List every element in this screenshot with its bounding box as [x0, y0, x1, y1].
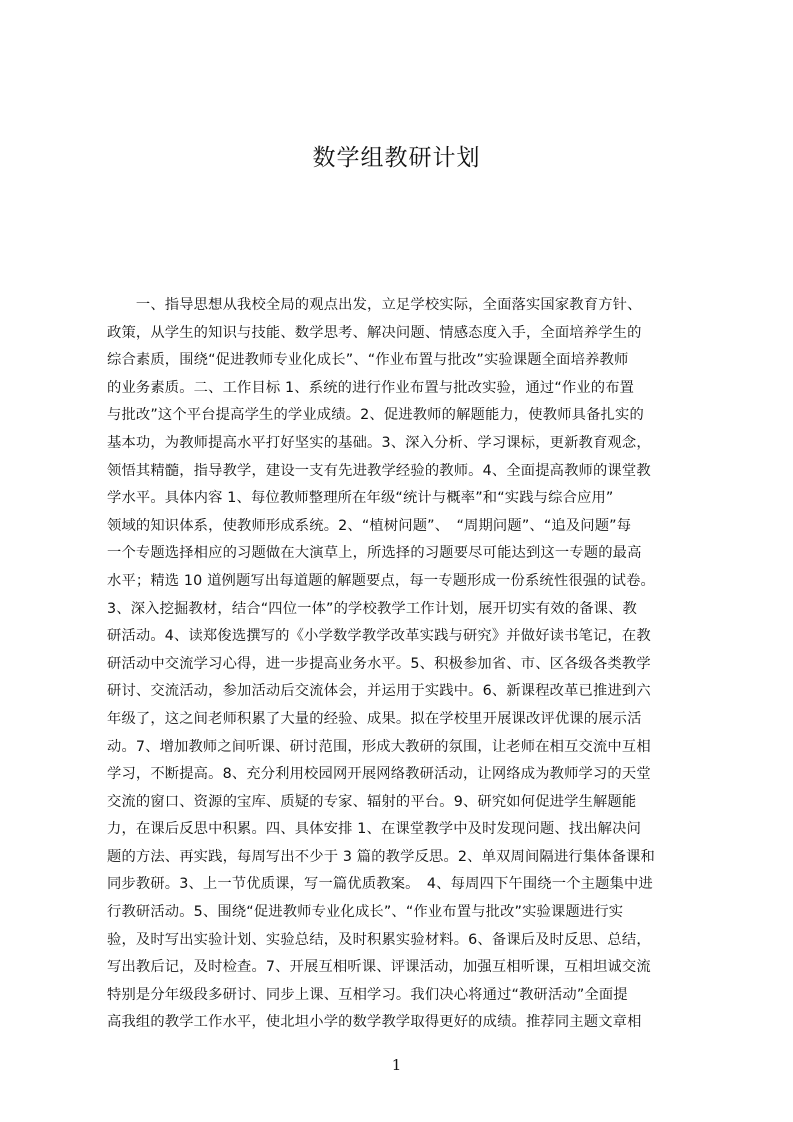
text-line: 与批改”这个平台提高学生的学业成绩。2、促进教师的解题能力，使教师具备扎实的 [107, 407, 644, 424]
text-line: 高我组的教学工作水平，使北坦小学的数学教学取得更好的成绩。推荐同主题文章相 [107, 1014, 642, 1031]
text-line: 动。7、增加教师之间听课、研讨范围，形成大教研的氛围，让老师在相互交流中互相 [107, 738, 651, 755]
text-line: 3、深入挖掘教材，结合“四位一体”的学校教学工作计划，展开切实有效的备课、教 [107, 600, 637, 617]
text-line: 研讨、交流活动，参加活动后交流体会，并运用于实践中。6、新课程改革已推进到六 [107, 683, 651, 700]
page-title: 数学组教研计划 [312, 145, 481, 171]
text-line: 的业务素质。二、工作目标 1、系统的进行作业布置与批改实验，通过“作业的布置 [107, 379, 635, 396]
text-line: 年级了，这之间老师积累了大量的经验、成果。拟在学校里开展课改评优课的展示活 [107, 710, 642, 727]
text-line: 基本功，为教师提高水平打好坚实的基础。3、深入分析、学习课标，更新教育观念， [107, 434, 651, 451]
text-line: 写出教后记，及时检查。7、开展互相听课、评课活动，加强互相听课，互相坦诚交流 [107, 959, 651, 976]
text-line: 验，及时写出实验计划、实验总结，及时积累实验材料。6、备课后及时反思、总结， [107, 931, 651, 948]
text-line: 交流的窗口、资源的宝库、质疑的专家、辐射的平台。9、研究如何促进学生解题能 [107, 793, 637, 810]
text-line: 综合素质，围绕“促进教师专业化成长”、“作业布置与批改”实验课题全面培养教师 [107, 352, 629, 369]
text-line: 特别是分年级段多研讨、同步上课、互相学习。我们决心将通过“教研活动”全面提 [107, 986, 628, 1003]
text-line: 水平；精选 10 道例题写出每道题的解题要点，每一专题形成一份系统性很强的试卷。 [107, 572, 655, 589]
text-line: 研活动。4、读郑俊选撰写的《小学数学教学改革实践与研究》并做好读书笔记，在教 [107, 628, 651, 645]
text-line: 学习，不断提高。8、充分利用校园网开展网络教研活动，让网络成为教师学习的天堂 [107, 766, 651, 783]
text-line: 同步教研。3、上一节优质课，写一篇优质教案。 4、每周四下午围绕一个主题集中进 [107, 876, 653, 893]
text-line: 一、指导思想从我校全局的观点出发，立足学校实际，全面落实国家教育方针、 [107, 297, 642, 313]
page-number: 1 [391, 1056, 402, 1074]
text-line: 政策，从学生的知识与技能、数学思考、解决问题、情感态度入手，全面培养学生的 [107, 324, 642, 341]
text-line: 行教研活动。5、围绕“促进教师专业化成长”、“作业布置与批改”实验课题进行实 [107, 904, 624, 921]
text-line: 题的方法、再实践，每周写出不少于 3 篇的教学反思。2、单双周间隔进行集体备课和 [107, 848, 655, 865]
text-line: 领域的知识体系，使教师形成系统。2、“植树问题”、 “周期问题”、“追及问题”每 [107, 517, 632, 534]
body-text [107, 292, 697, 1031]
text-line: 一个专题选择相应的习题做在大演草上，所选择的习题要尽可能达到这一专题的最高 [107, 545, 642, 562]
text-line: 学水平。具体内容 1、每位教师整理所在年级“统计与概率”和“实践与综合应用” [107, 490, 614, 507]
text-line: 研活动中交流学习心得，进一步提高业务水平。5、积极参加省、市、区各级各类教学 [107, 655, 651, 672]
text-line: 力，在课后反思中积累。四、具体安排 1、在课堂教学中及时发现问题、找出解决问 [107, 821, 642, 838]
text-line: 领悟其精髓，指导教学，建设一支有先进教学经验的教师。4、全面提高教师的课堂教 [107, 462, 651, 479]
